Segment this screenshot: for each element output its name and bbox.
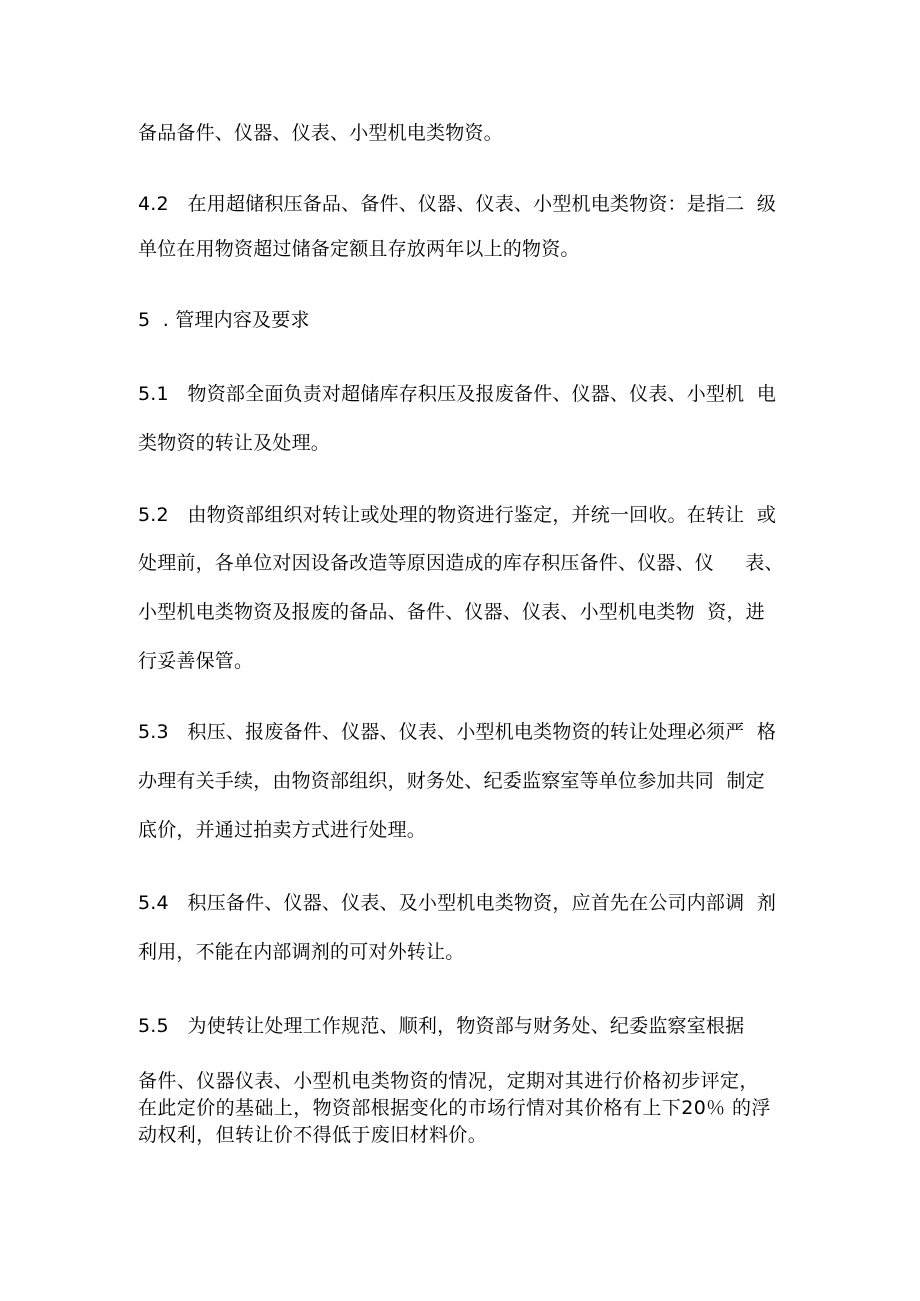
text-line-3: 单位在用物资超过储备定额且存放两年以上的物资。 — [138, 238, 580, 260]
text-line-10: 行妥善保管。 — [138, 650, 254, 672]
text-line-16: 5.5 为使转让处理工作规范、顺利，物资部与财务处、纪委监察室根据 — [138, 1015, 745, 1037]
text-line-2: 4.2 在用超储积压备品、备件、仪器、仪表、小型机电类物资：是指二 级 — [138, 193, 777, 215]
text-line-6: 类物资的转让及处理。 — [138, 432, 331, 454]
text-line-13: 底价，并通过拍卖方式进行处理。 — [138, 819, 427, 841]
text-line-9: 小型机电类物资及报废的备品、备件、仪器、仪表、小型机电类物 资，进 — [138, 601, 765, 623]
text-line-1: 备品备件、仪器、仪表、小型机电类物资。 — [138, 122, 503, 144]
text-line-14: 5.4 积压备件、仪器、仪表、及小型机电类物资，应首先在公司内部调 剂 — [138, 892, 777, 914]
text-line-11: 5.3 积压、报废备件、仪器、仪表、小型机电类物资的转让处理必须严 格 — [138, 721, 777, 743]
text-line-18: 在此定价的基础上，物资部根据变化的市场行情对其价格有上下20％ 的浮 — [138, 1097, 771, 1119]
text-line-5: 5.1 物资部全面负责对超储库存积压及报废备件、仪器、仪表、小型机 电 — [138, 383, 777, 405]
section-heading: 5 . 管理内容及要求 — [138, 309, 310, 331]
text-line-19: 动权利，但转让价不得低于废旧材料价。 — [138, 1124, 488, 1146]
text-line-17: 备件、仪器仪表、小型机电类物资的情况，定期对其进行价格初步评定， — [138, 1070, 759, 1092]
text-line-8: 处理前，各单位对因设备改造等原因造成的库存积压备件、仪器、仪 表、 — [138, 552, 784, 574]
text-line-15: 利用，不能在内部调剂的可对外转让。 — [138, 941, 465, 963]
text-line-7: 5.2 由物资部组织对转让或处理的物资进行鉴定，并统一回收。在转让 或 — [138, 504, 777, 526]
text-line-12: 办理有关手续，由物资部组织，财务处、纪委监察室等单位参加共同 制定 — [138, 770, 765, 792]
